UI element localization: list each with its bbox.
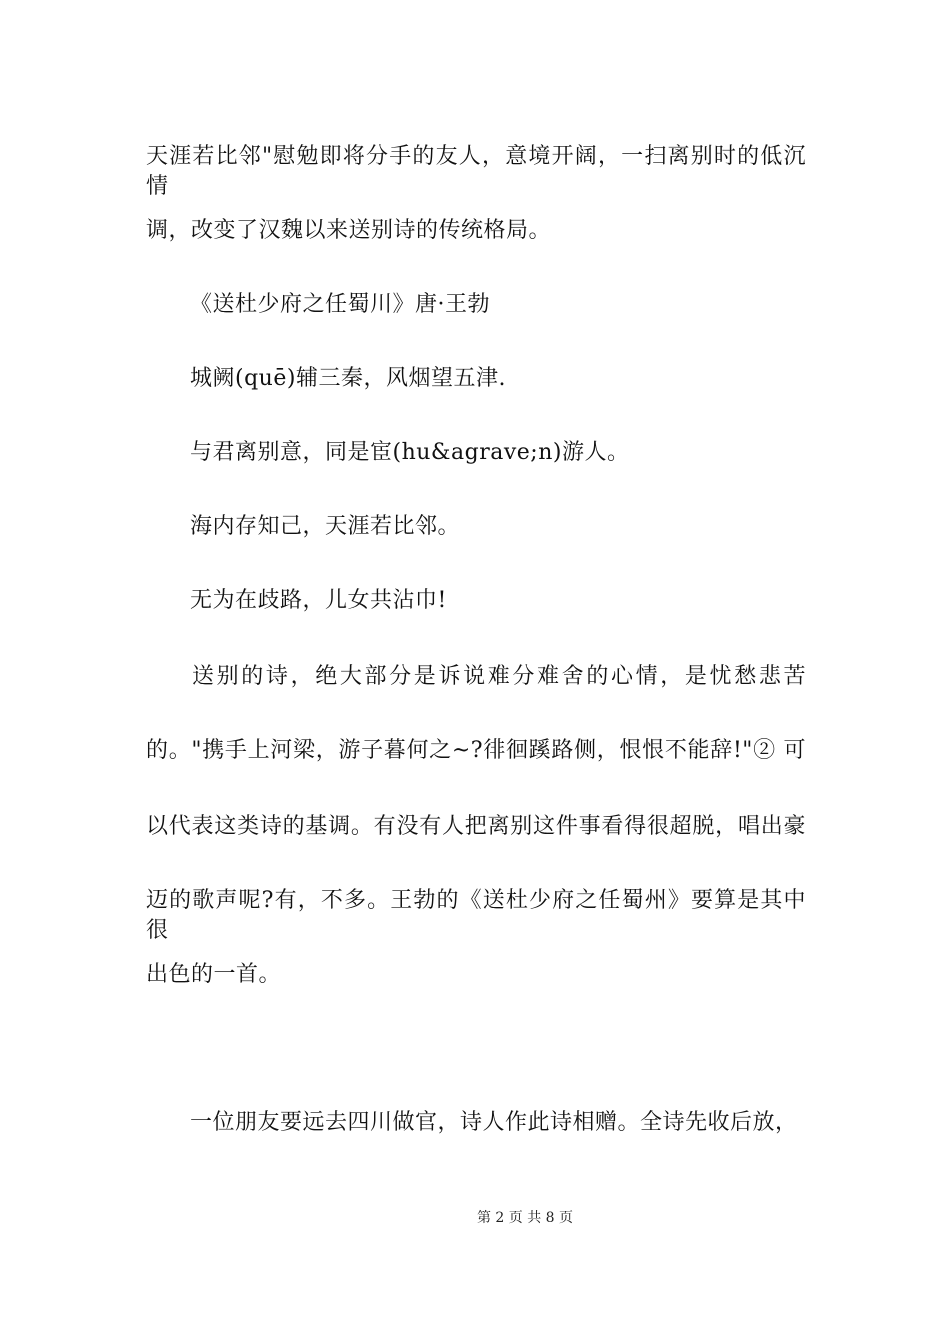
paragraph-line: 以代表这类诗的基调。有没有人把离别这件事看得很超脱，唱出豪 <box>146 814 806 839</box>
paragraph-line: 调，改变了汉魏以来送别诗的传统格局。 <box>146 218 552 243</box>
poem-line: 与君离别意，同是宦(hu&agrave;n)游人。 <box>190 440 630 465</box>
poem-line: 城阙(quē)辅三秦，风烟望五津. <box>190 366 506 391</box>
poem-line: 无为在歧路，儿女共沾巾! <box>190 588 447 613</box>
page-number-footer: 第 2 页 共 8 页 <box>476 1210 574 1226</box>
paragraph-line: 迈的歌声呢?有，不多。王勃的《送杜少府之任蜀州》要算是其中很 <box>146 888 806 943</box>
paragraph-line: 一位朋友要远去四川做官，诗人作此诗相赠。全诗先收后放， <box>190 1110 798 1135</box>
paragraph-line: 送别的诗，绝大部分是诉说难分难舍的心情，是忧愁悲苦 <box>192 664 806 689</box>
paragraph-line: 天涯若比邻"慰勉即将分手的友人，意境开阔，一扫离别时的低沉情 <box>146 144 806 199</box>
paragraph-line: 的。"携手上河梁，游子暮何之~?徘徊蹊路侧，恨恨不能辞!"② 可 <box>146 738 806 763</box>
paragraph-line: 出色的一首。 <box>146 962 282 987</box>
poem-line: 海内存知己，天涯若比邻。 <box>190 514 461 539</box>
poem-title: 《送杜少府之任蜀川》唐·王勃 <box>190 292 490 317</box>
